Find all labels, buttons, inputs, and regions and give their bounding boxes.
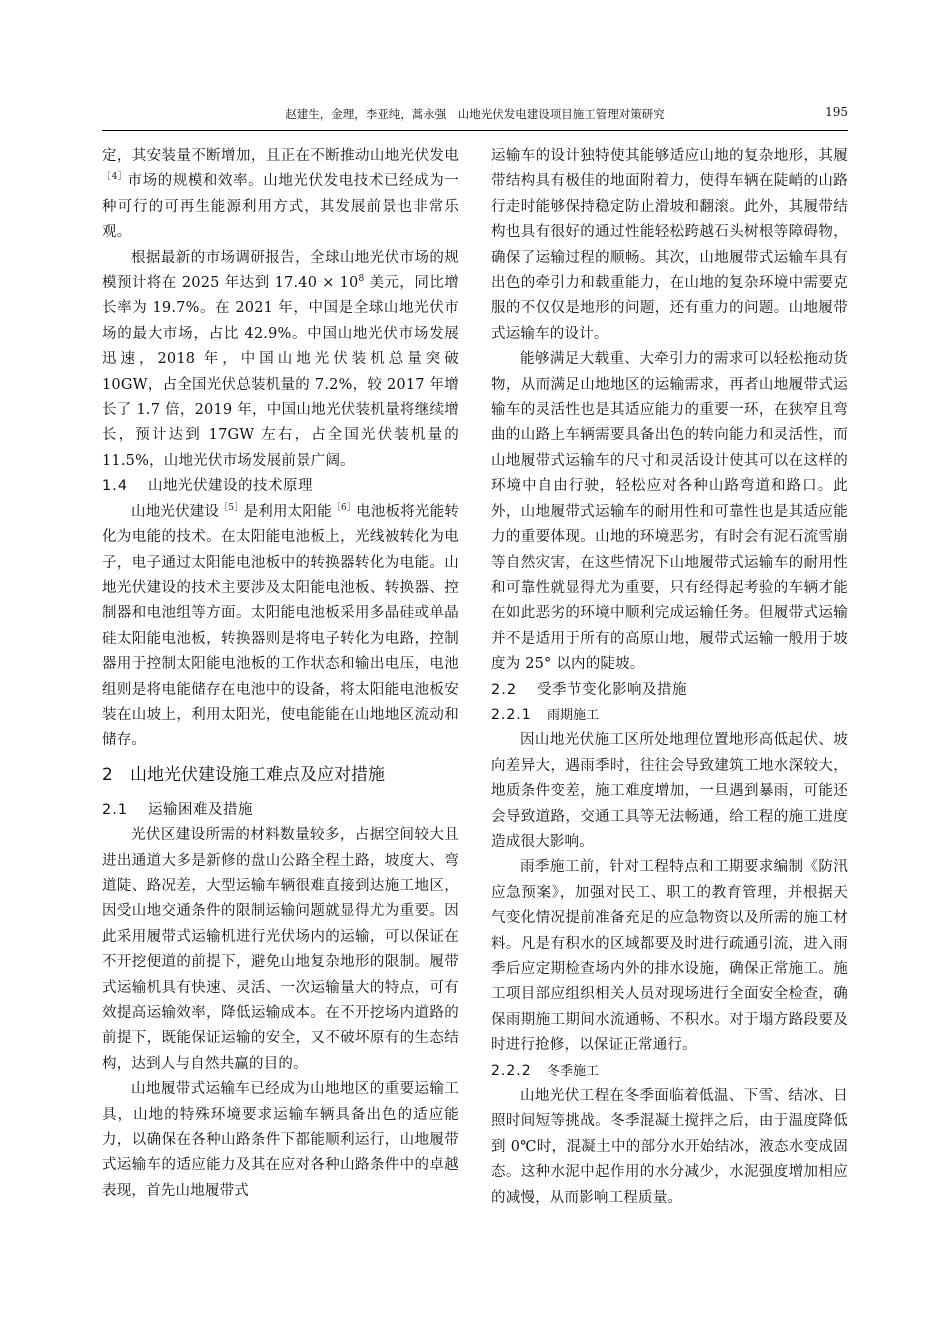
page-number: 195: [825, 105, 848, 119]
citation: ［6］: [331, 502, 357, 513]
running-header: [102, 105, 848, 125]
section-title: 山地光伏建设的技术原理: [148, 478, 313, 495]
text: 定，其安装量不断增加，且正在不断推动山地光伏发电: [102, 148, 459, 164]
paragraph: 运输车的设计独特使其能够适应山地的复杂地形，其履带结构具有极佳的地面附着力，使得车辆在陡峭的山路行走时能够保持稳定防止滑坡和翻滚。此外，其履带结构也具有很好的通过性能轻松跨越石头树根等障碍物，确保了运输过程的顺畅。其次，山地履带式运输车具有出色的牵引力和载重能力，在山地的复杂环境中需要克服的不仅仅是地形的问题，还有重力的问题。山地履带式运输车的设计。: [491, 148, 848, 342]
text: 市场的规模和效率。山地光伏发电技术已经成为一种可行的可再生能源利用方式，其发展前景也非常乐观。: [102, 173, 459, 241]
text: 美元，同比增长率为 19.7%。在 2021 年，中国是全球山地光伏市场的最大市场，占比 42.9%。中国山地光伏市场发展迅速，2018 年，中国山地光伏装机总量突破 10GW，占全国光伏总装机量的 7.2%，较 2017 年增长了 1.7 倍，2019 年，中国山地光伏装机量将继续增长，预计达到 17GW 左右，占全国光伏装机量的 11.5%，山地光伏市场发展前景广阔。: [102, 275, 459, 469]
section-heading-2: [102, 760, 459, 790]
paragraph: 能够满足大载重、大牵引力的需求可以轻松拖动货物，从而满足山地地区的运输需求，再者山地履带式运输车的灵活性也是其适应能力的重要一环，在狭窄且弯曲的山路上车辆需要具备出色的转向能力和灵活性，而山地履带式运输车的尺寸和灵活设计使其可以在这样的环境中自由行驶，轻松应对各种山路弯道和路口。此外，山地履带式运输车的耐用性和可靠性也是其适应能力的重要体现。山地的环境恶劣，有时会有泥石流雪崩等自然灾害，在这些情况下山地履带式运输车的耐用性和可靠性就显得尤为重要，只有经得起考验的车辆才能在如此恶劣的环境中顺利完成运输任务。但履带式运输并不是适用于所有的高原山地，履带式运输一般用于坡度为 25° 以内的陡坡。: [491, 351, 848, 673]
section-title: 受季节变化影响及措施: [537, 681, 687, 698]
section-number: 2: [102, 764, 113, 785]
paragraph: 山地履带式运输车已经成为山地地区的重要运输工具，山地的特殊环境要求运输车辆具备出色的适应能力，以确保在各种山路条件下都能顺利运行，山地履带式运输车的适应能力及其在应对各种山路条件中的卓越表现，首先山地履带式: [102, 1081, 459, 1199]
text: 根据最新的市场调研报告，全球山地光伏市场的规模预计将在 2025 年达到 17.40 × 10: [102, 249, 459, 292]
text: 电池板将光能转化为电能的技术。在太阳能电池板上，光线被转化为电子，电子通过太阳能电池板中的转换器转化为电能。山地光伏建设的技术主要涉及太阳能电池板、转换器、控制器和电池组等方面。太阳能电池板采用多晶硅或单晶硅太阳能电池板，转换器则是将电子转化为电路，控制器用于控制太阳能电池板的工作状态和输出电压，电池组则是将电能储存在电池中的设备，将太阳能电池板安装在山坡上，利用太阳光，使电能能在山地地区流动和储存。: [102, 503, 460, 749]
section-number: 1.4: [102, 478, 129, 495]
section-number: 2.1: [102, 801, 129, 818]
section-number: 2.2.2: [491, 1062, 532, 1079]
section-heading-2-2: [491, 678, 848, 703]
text: 山地光伏建设: [131, 503, 220, 520]
paragraph: 因山地光伏施工区所处地理位置地形高低起伏、坡向差异大，遇雨季时，往往会导致建筑工地水深较大，地质条件变差，施工难度增加，一旦遇到暴雨，可能还会导致道路，交通工具等无法畅通，给工程的施工进度造成很大影响。: [491, 732, 848, 850]
section-heading-2-1: [102, 798, 459, 823]
section-number: 2.2.1: [491, 706, 532, 723]
section-heading-1-4: [102, 474, 459, 499]
citation: ［4］: [102, 172, 128, 183]
paragraph: 山地光伏工程在冬季面临着低温、下雪、结冰、日照时间短等挑战。冬季混凝土搅拌之后，由于温度降低到 0℃时，混凝土中的部分水开始结冰，液态水变成固态。这种水泥中起作用的水分减少，水泥强度增加相应的减慢，从而影响工程质量。: [491, 1088, 848, 1206]
right-column: [491, 144, 848, 1211]
section-title: 运输困难及措施: [148, 801, 253, 818]
superscript: 8: [358, 274, 365, 285]
header-rule: [102, 130, 848, 131]
section-heading-2-2-1: [491, 703, 848, 728]
paragraph: 光伏区建设所需的材料数量较多，占据空间较大且进出通道大多是新修的盘山公路全程土路，坡度大、弯道陡、路况差，大型运输车辆很难直接到达施工地区，因受山地交通条件的限制运输问题就显得尤为重要。因此采用履带式运输机进行光伏场内的运输，可以保证在不开挖便道的前提下，避免山地复杂地形的限制。履带式运输机具有快速、灵活、一次运输量大的特点，可有效提高运输效率，降低运输成本。在不开挖场内道路的前提下，既能保证运输的安全，又不破坏原有的生态结构，达到人与自然共赢的目的。: [102, 827, 459, 1072]
section-title: 山地光伏建设施工难点及应对措施: [130, 764, 385, 785]
section-title: 冬季施工: [547, 1063, 600, 1079]
section-heading-2-2-2: [491, 1059, 848, 1084]
left-column: [102, 144, 459, 1204]
paragraph: [102, 246, 459, 475]
header-title: 赵建生，金理，李亚纯，蒿永强 山地光伏发电建设项目施工管理对策研究: [285, 107, 665, 121]
citation: ［5］: [219, 502, 244, 513]
section-number: 2.2: [491, 681, 518, 698]
text: 是利用太阳能: [243, 503, 332, 520]
section-title: 雨期施工: [547, 707, 600, 723]
paragraph: [102, 500, 459, 754]
paragraph: [102, 144, 459, 246]
paragraph: 雨季施工前，针对工程特点和工期要求编制《防汛应急预案》，加强对民工、职工的教育管理，并根据天气变化情况提前准备充足的应急物资以及所需的施工材料。凡是有积水的区域都要及时进行疏通引流，进入雨季后应定期检查场内外的排水设施，确保正常施工。施工项目部应组织相关人员对现场进行全面安全检查，确保雨期施工期间水流通畅、不积水。对于塌方路段要及时进行抢修，以保证正常通行。: [491, 859, 848, 1054]
